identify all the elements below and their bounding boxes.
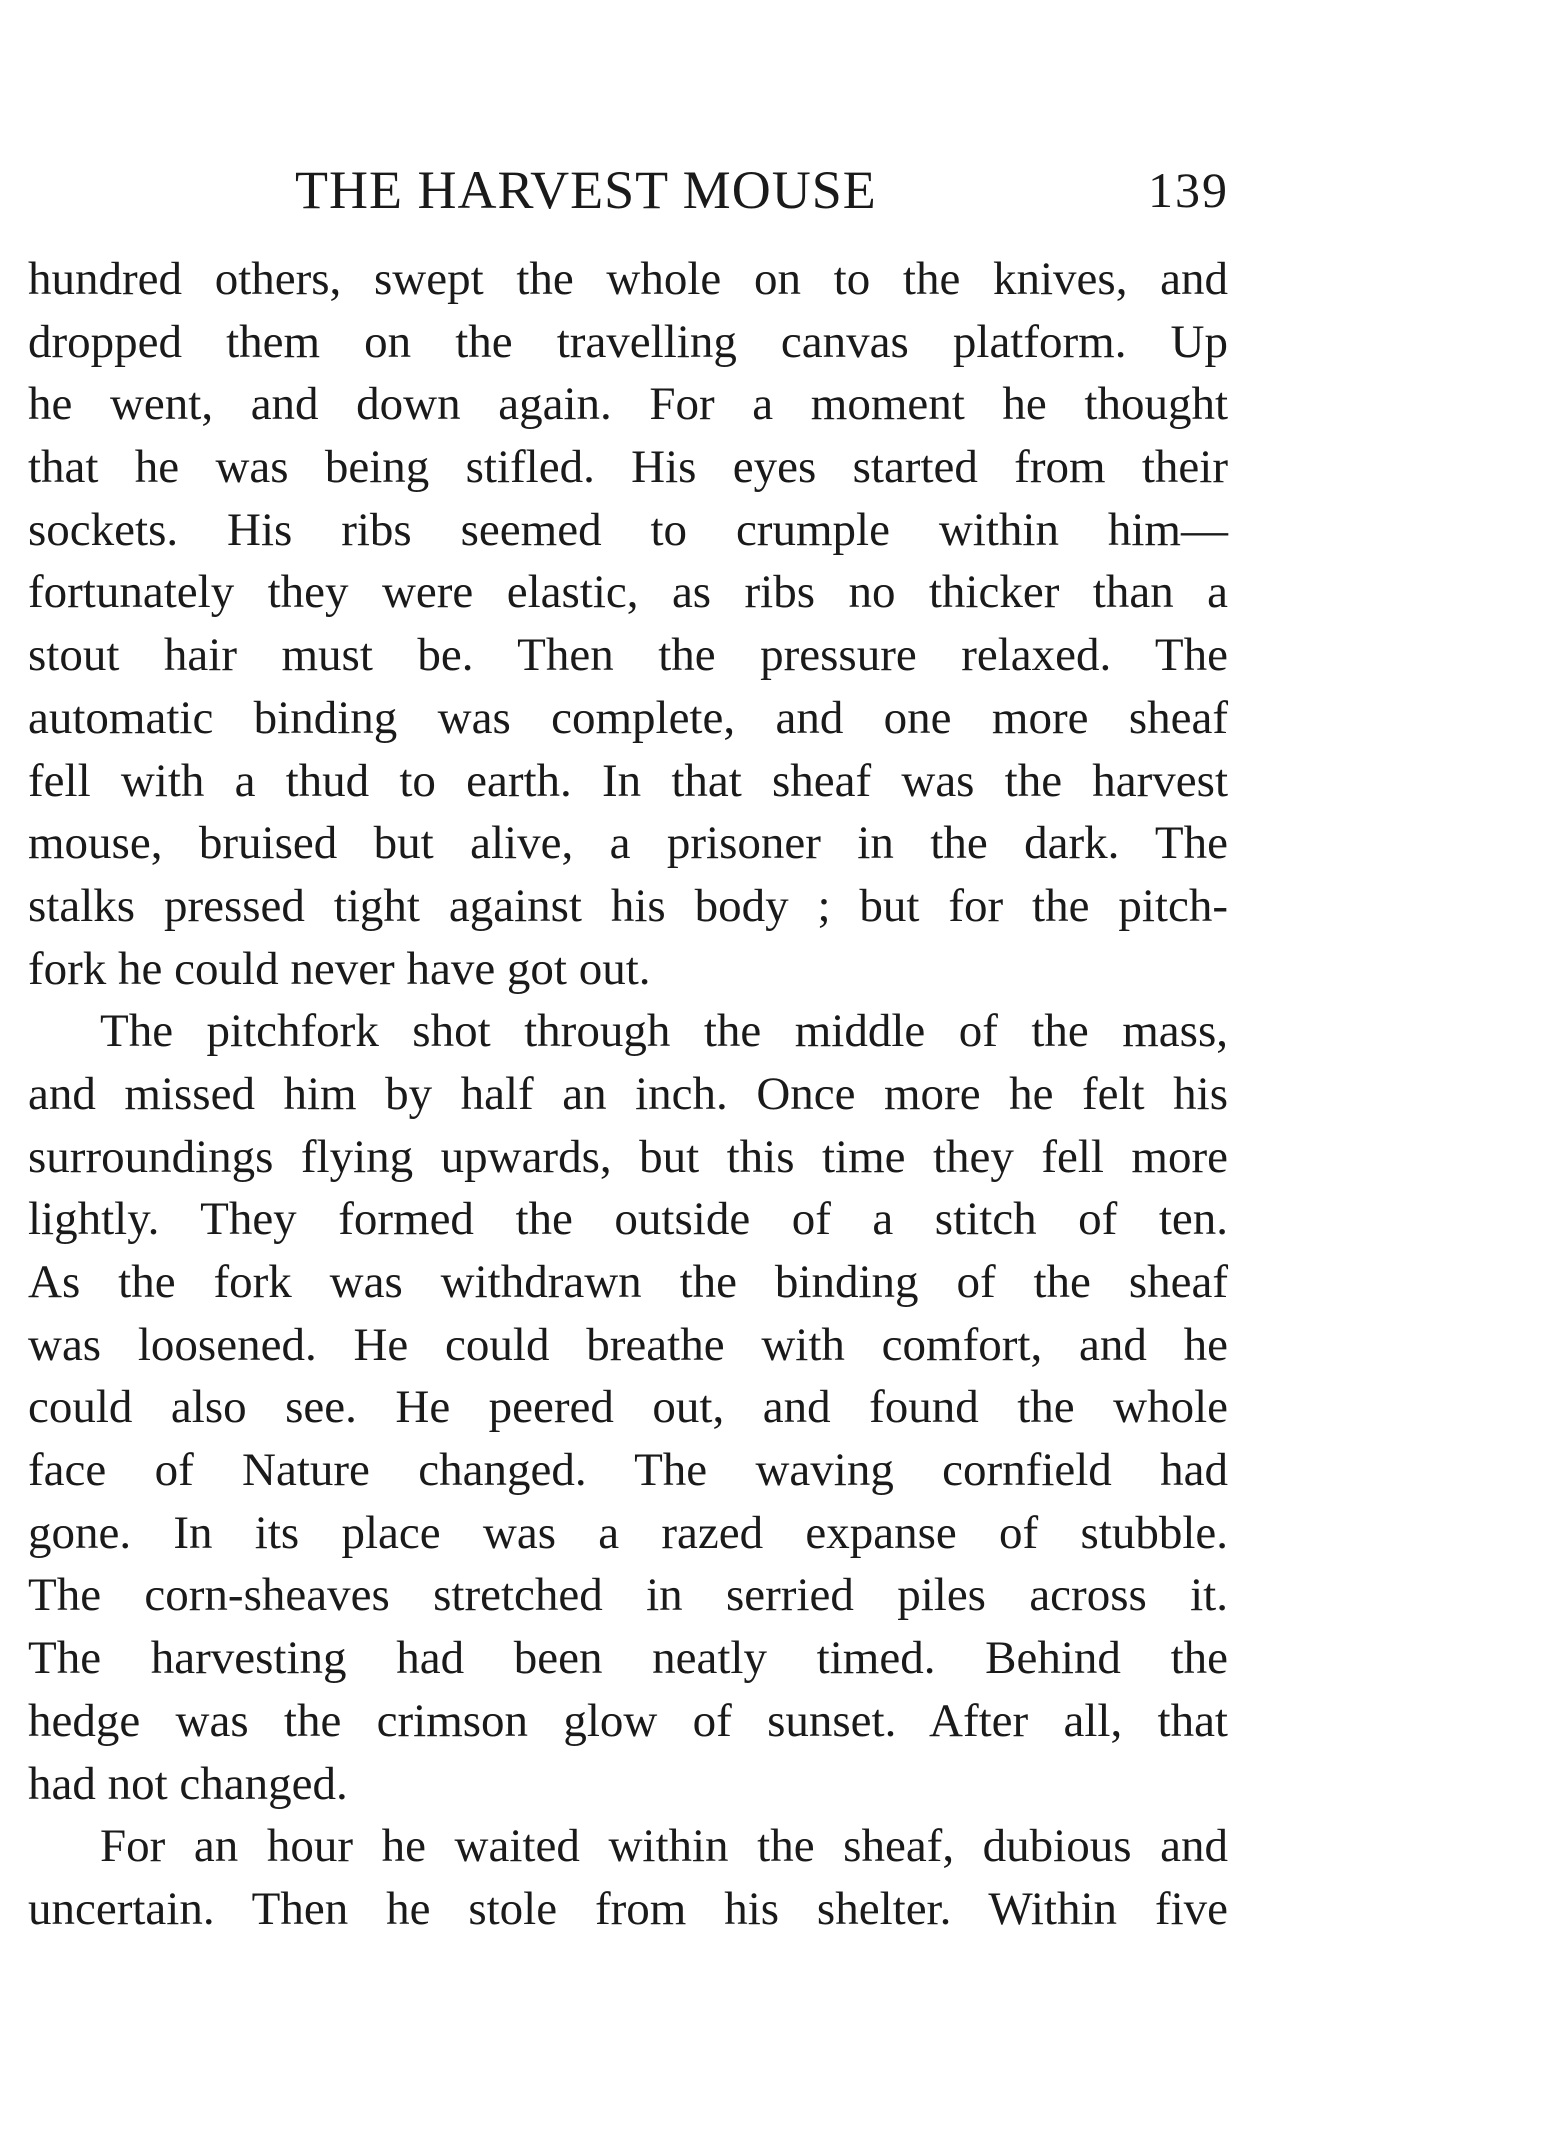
text-line: As the fork was withdrawn the binding of the sheaf: [28, 1256, 1228, 1308]
text-line: uncertain. Then he stole from his shelter. Within five: [28, 1882, 1228, 1935]
text-line: could also see. He peered out, and found the whole: [28, 1381, 1228, 1434]
text-line: The corn-sheaves stretched in serried piles across it.: [28, 1569, 1228, 1622]
text-line: that he was being stifled. His eyes started from their: [28, 441, 1228, 494]
text-line: surroundings flying upwards, but this time they fell more: [28, 1130, 1228, 1183]
text-line: stalks pressed tight against his body ; but for the pitch-: [28, 879, 1228, 932]
text-line: and missed him by half an inch. Once more he felt his: [28, 1067, 1228, 1120]
running-head: [0, 150, 1544, 230]
running-title: THE HARVEST MOUSE: [295, 160, 877, 220]
text-line: The harvesting had been neatly timed. Behind the: [28, 1632, 1228, 1685]
page-number: 139: [1148, 162, 1229, 218]
text-line: lightly. They formed the outside of a stitch of ten.: [28, 1193, 1228, 1246]
text-line: fortunately they were elastic, as ribs no thicker than a: [28, 566, 1228, 619]
text-line: fell with a thud to earth. In that sheaf was the harvest: [28, 754, 1228, 807]
text-line: automatic binding was complete, and one more sheaf: [28, 691, 1228, 744]
text-line: The pitchfork shot through the middle of the mass,: [100, 1005, 1228, 1058]
body-text: [28, 248, 1228, 1941]
text-line: face of Nature changed. The waving cornfield had: [28, 1444, 1228, 1497]
text-line: was loosened. He could breathe with comfort, and he: [28, 1318, 1228, 1371]
text-line: had not changed.: [28, 1757, 348, 1810]
text-line: dropped them on the travelling canvas platform. Up: [28, 315, 1228, 368]
text-line: mouse, bruised but alive, a prisoner in the dark. The: [28, 817, 1228, 870]
text-line: sockets. His ribs seemed to crumple within him—: [28, 503, 1228, 556]
text-line: For an hour he waited within the sheaf, dubious and: [100, 1820, 1228, 1873]
text-line: gone. In its place was a razed expanse of stubble.: [28, 1506, 1228, 1559]
text-line: fork he could never have got out.: [28, 942, 651, 995]
text-line: hedge was the crimson glow of sunset. After all, that: [28, 1694, 1228, 1747]
text-line: stout hair must be. Then the pressure relaxed. The: [28, 629, 1228, 682]
text-line: he went, and down again. For a moment he thought: [28, 378, 1228, 431]
text-line: hundred others, swept the whole on to the knives, and: [28, 253, 1228, 305]
